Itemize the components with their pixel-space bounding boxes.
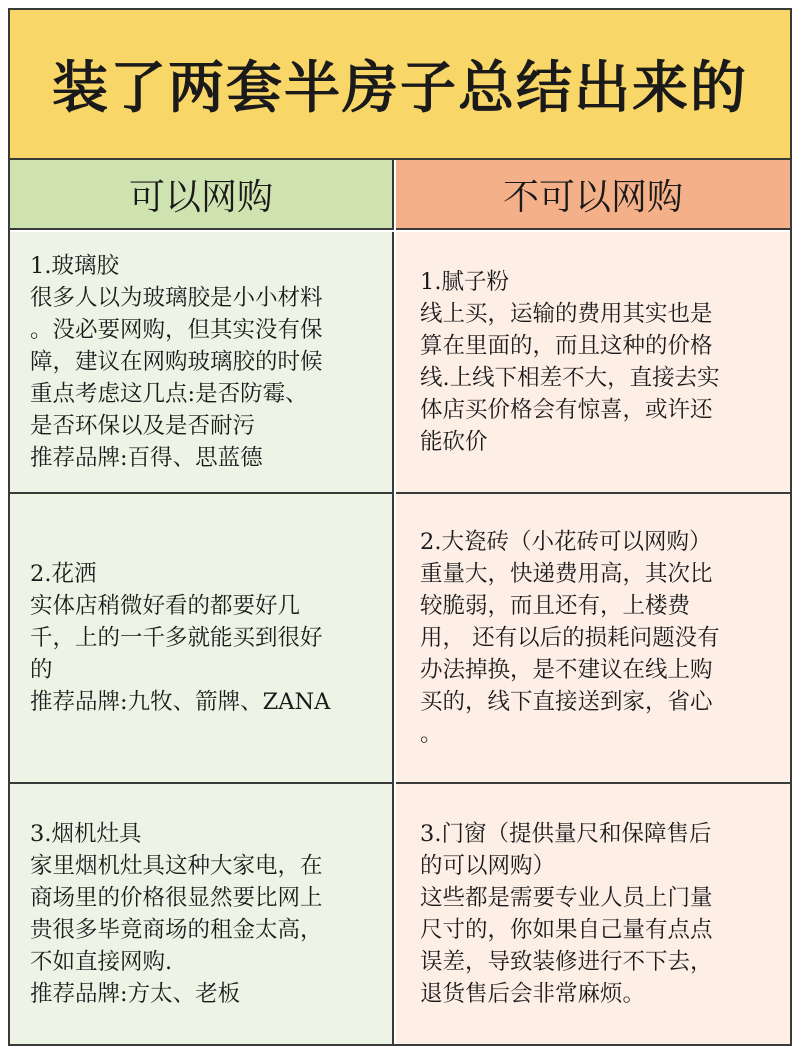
item-text: 。没必要网购，但其实没有保 [30,317,323,343]
item-title: 2.大瓷砖（小花砖可以网购） [420,529,712,555]
item-brands: 推荐品牌:九牧、箭牌、ZANA [30,689,331,715]
comparison-sheet [8,8,792,1046]
item-text: 体店买价格会有惊喜，或许还 [420,397,713,423]
item-text: 办法掉换，是不建议在线上购 [420,657,713,683]
cell-putty-powder [396,232,790,494]
item-title: 1.腻子粉 [420,269,509,295]
cell-range-hood-stove [10,784,394,1044]
item-text: 用， 还有以后的损耗问题没有 [420,625,720,651]
item-text: 能砍价 [420,429,488,455]
cell-glass-glue [10,232,394,494]
cell-large-tiles [396,494,790,784]
item-brands: 推荐品牌:百得、思蓝德 [30,445,263,471]
item-text: 不如直接网购. [30,949,173,975]
item-text: 线.上线下相差不大，直接去实 [420,365,720,391]
item-text: 的可以网购） [420,853,556,879]
header-can-buy-online: 可以网购 [10,160,394,230]
item-text: 误差，导致装修进行不下去， [420,949,713,975]
item-text: 重点考虑这几点:是否防霉、 [30,381,308,407]
item-text: 千，上的一千多就能买到很好 [30,625,323,651]
item-text: 线上买，运输的费用其实也是 [420,301,713,327]
item-text: 退货售后会非常麻烦。 [420,981,646,1007]
item-text: 买的，线下直接送到家，省心 [420,689,713,715]
item-text: 障，建议在网购玻璃胶的时候 [30,349,323,375]
item-text: 算在里面的，而且这种的价格 [420,333,713,359]
header-cannot-buy-online: 不可以网购 [396,160,790,230]
item-text: 很多人以为玻璃胶是小小材料 [30,285,323,311]
item-title: 2.花洒 [30,561,97,587]
item-text: 是否环保以及是否耐污 [30,413,256,439]
item-title: 3.烟机灶具 [30,821,142,847]
page-title: 装了两套半房子总结出来的 [10,10,790,160]
item-text: 贵很多毕竟商场的租金太高， [30,917,323,943]
cell-doors-windows [396,784,790,1044]
item-title: 3.门窗（提供量尺和保障售后 [420,821,712,847]
item-text: 实体店稍微好看的都要好几 [30,593,301,619]
item-text: 这些都是需要专业人员上门量 [420,885,713,911]
item-brands: 推荐品牌:方太、老板 [30,981,241,1007]
item-text: 家里烟机灶具这种大家电，在 [30,853,323,879]
item-text: 重量大，快递费用高，其次比 [420,561,713,587]
item-text: 较脆弱，而且还有，上楼费 [420,593,691,619]
item-text: 。 [420,721,443,747]
cell-shower [10,494,394,784]
item-text: 尺寸的，你如果自己量有点点 [420,917,713,943]
item-text: 商场里的价格很显然要比网上 [30,885,323,911]
item-title: 1.玻璃胶 [30,253,119,279]
item-text: 的 [30,657,53,683]
